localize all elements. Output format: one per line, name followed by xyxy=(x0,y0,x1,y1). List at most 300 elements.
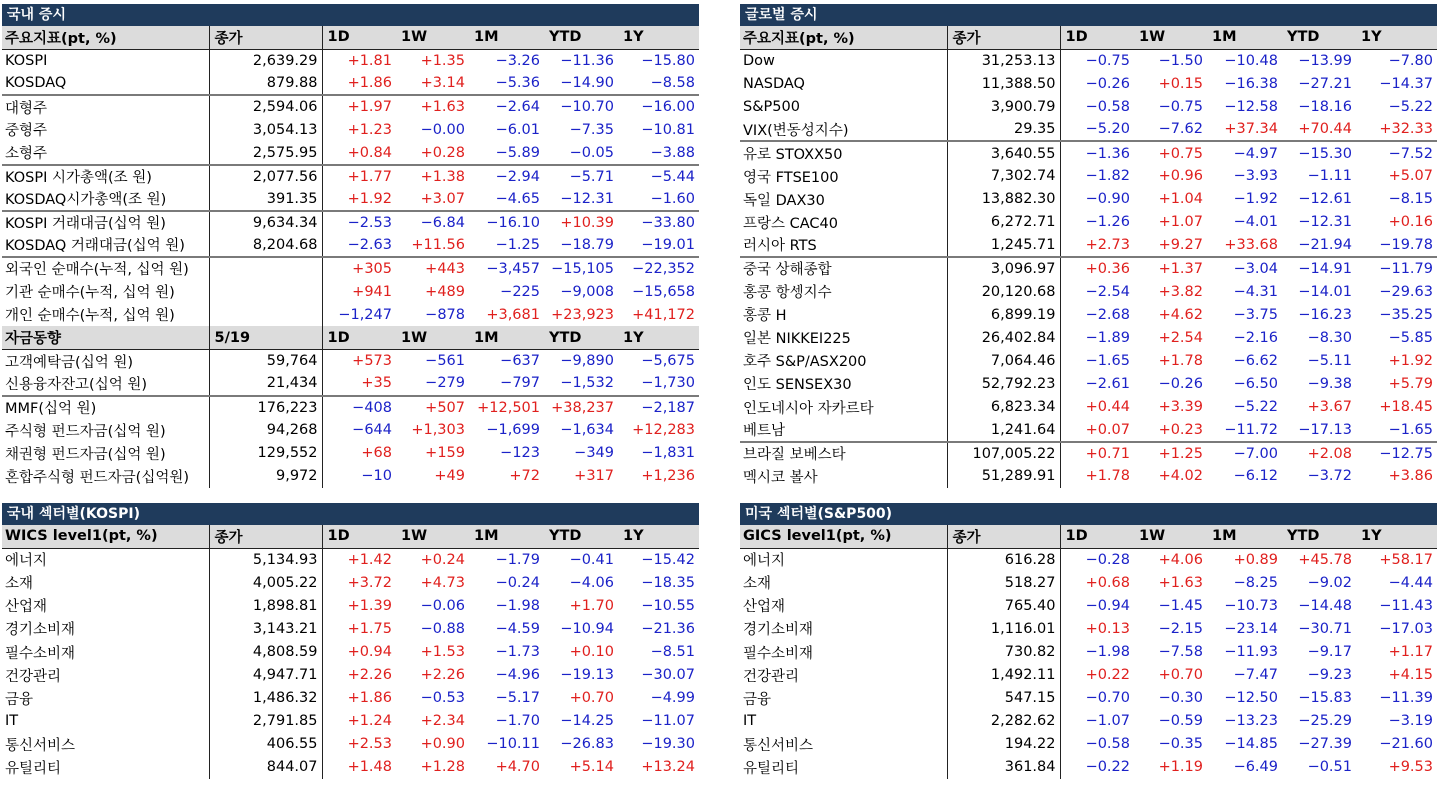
close-value: 31,253.13 xyxy=(947,49,1060,72)
row-label: 중국 상해종합 xyxy=(740,257,947,280)
change-value: +1,236 xyxy=(641,468,695,485)
change-value: −561 xyxy=(425,353,465,370)
row-label: 에너지 xyxy=(5,553,48,570)
change-value: −12.75 xyxy=(1356,442,1437,465)
row-label: 소재 xyxy=(743,576,772,593)
close-value: 9,634.34 xyxy=(209,211,322,234)
change-value: −1.79 xyxy=(495,551,540,568)
close-value: 94,268 xyxy=(209,419,322,442)
change-value: −3.88 xyxy=(650,144,695,161)
row-label: 홍콩 H xyxy=(743,308,787,325)
change-value: −637 xyxy=(500,353,540,370)
table-row xyxy=(2,617,699,640)
header-row xyxy=(2,326,699,349)
table-row xyxy=(2,664,699,687)
change-value: +0.13 xyxy=(1060,617,1134,640)
change-value: −13.23 xyxy=(1224,713,1278,730)
table-row xyxy=(2,141,699,164)
change-value: −14.91 xyxy=(1282,257,1356,280)
change-value: −14.90 xyxy=(560,75,614,92)
change-value: −21.36 xyxy=(641,620,695,637)
change-value: −22,352 xyxy=(618,257,699,280)
table-row xyxy=(740,72,1437,95)
column-header: 1M xyxy=(469,326,544,349)
change-value: +33.68 xyxy=(1224,236,1278,253)
row-label: 홍콩 항셍지수 xyxy=(743,285,832,302)
change-value: −10 xyxy=(322,465,396,488)
change-value: +1.92 xyxy=(1388,352,1433,369)
row-label: 신용융자잔고(십억 원) xyxy=(5,376,147,393)
change-value: +0.22 xyxy=(1060,664,1134,687)
change-value: −18.79 xyxy=(560,236,614,253)
close-value: 3,054.13 xyxy=(209,118,322,141)
change-value: +3.86 xyxy=(1388,468,1433,485)
row-label: 통신서비스 xyxy=(743,737,814,754)
change-value: −7.00 xyxy=(1207,442,1282,465)
row-label: 영국 FTSE100 xyxy=(743,169,839,186)
change-value: +13.24 xyxy=(641,759,695,776)
table-row xyxy=(2,571,699,594)
change-value: +3.14 xyxy=(420,75,465,92)
change-value: +0.23 xyxy=(1158,421,1203,438)
change-value: +49 xyxy=(434,468,465,485)
table-row xyxy=(740,280,1437,303)
change-value: +72 xyxy=(509,468,540,485)
change-value: −26.83 xyxy=(560,736,614,753)
table-row xyxy=(2,756,699,779)
row-label: 경기소비재 xyxy=(5,622,76,639)
row-label: IT xyxy=(743,713,757,730)
change-value: −1.73 xyxy=(495,644,540,661)
change-value: −9.23 xyxy=(1307,667,1352,684)
change-value: −11.79 xyxy=(1356,257,1437,280)
change-value: −9.17 xyxy=(1307,644,1352,661)
table-row xyxy=(2,49,699,72)
header-row xyxy=(740,26,1437,49)
table-row xyxy=(2,165,699,188)
table-row xyxy=(740,571,1437,594)
table-row xyxy=(740,687,1437,710)
table-row xyxy=(740,756,1437,779)
change-value: −2.16 xyxy=(1233,329,1278,346)
change-value: −0.26 xyxy=(1060,72,1134,95)
row-label: 소재 xyxy=(5,576,34,593)
change-value: −11.36 xyxy=(560,52,614,69)
change-value: −0.75 xyxy=(1158,98,1203,115)
close-value: 1,492.11 xyxy=(947,664,1060,687)
change-value: −9.38 xyxy=(1307,375,1352,392)
close-value: 1,486.32 xyxy=(209,687,322,710)
change-value: +4.73 xyxy=(420,574,465,591)
change-value: −11.07 xyxy=(641,713,695,730)
close-value: 406.55 xyxy=(209,733,322,756)
column-header: 5/19 xyxy=(209,326,322,349)
table-row xyxy=(2,72,699,95)
change-value: −0.90 xyxy=(1060,188,1134,211)
header-row xyxy=(2,525,699,548)
table-row xyxy=(2,594,699,617)
change-value: −1.98 xyxy=(1060,640,1134,663)
row-label: 멕시코 볼사 xyxy=(743,469,818,486)
change-value: −15.80 xyxy=(641,52,695,69)
table-row xyxy=(2,211,699,234)
column-header: 1D xyxy=(1060,525,1134,548)
table-row xyxy=(740,594,1437,617)
change-value: +941 xyxy=(322,280,396,303)
table-row xyxy=(2,303,699,326)
close-value: 2,575.95 xyxy=(209,141,322,164)
change-value: −4.97 xyxy=(1207,141,1282,164)
change-value: −4.96 xyxy=(495,667,540,684)
row-label: 금융 xyxy=(743,691,772,708)
column-header: 종가 xyxy=(209,26,322,49)
change-value: +2.26 xyxy=(322,664,396,687)
change-value: −1.98 xyxy=(495,597,540,614)
change-value: −10.55 xyxy=(641,597,695,614)
change-value: +1.92 xyxy=(322,188,396,211)
change-value: −1.25 xyxy=(495,236,540,253)
change-value: −2.53 xyxy=(322,211,396,234)
change-value: −0.28 xyxy=(1060,548,1134,571)
change-value: +1.24 xyxy=(322,710,396,733)
change-value: −0.75 xyxy=(1060,49,1134,72)
change-value: +1.23 xyxy=(322,118,396,141)
change-value: +317 xyxy=(574,468,614,485)
change-value: +0.71 xyxy=(1060,442,1134,465)
change-value: −1,699 xyxy=(486,422,540,439)
table-row xyxy=(740,664,1437,687)
row-label: 유틸리티 xyxy=(5,760,62,777)
close-value: 879.88 xyxy=(209,72,322,95)
change-value: +4.70 xyxy=(495,759,540,776)
column-header: 1Y xyxy=(1356,26,1437,49)
change-value: +0.94 xyxy=(322,640,396,663)
change-value: +38,237 xyxy=(544,396,618,419)
table-row xyxy=(2,349,699,372)
row-label: 금융 xyxy=(5,691,34,708)
table-row xyxy=(2,640,699,663)
row-label: 일본 NIKKEI225 xyxy=(743,331,851,348)
close-value: 2,594.06 xyxy=(209,95,322,118)
panel-title: 국내 증시 xyxy=(2,4,699,26)
change-value: −2.94 xyxy=(469,165,544,188)
close-value: 1,245.71 xyxy=(947,234,1060,257)
panel-global-market xyxy=(740,4,1437,488)
row-label: KOSDAQ시가총액(조 원) xyxy=(5,192,167,209)
row-label: 필수소비재 xyxy=(5,645,76,662)
close-value: 1,241.64 xyxy=(947,419,1060,442)
change-value: +37.34 xyxy=(1224,121,1278,138)
header-row xyxy=(2,26,699,49)
close-value: 3,143.21 xyxy=(209,617,322,640)
change-value: −4.44 xyxy=(1388,574,1433,591)
change-value: +1.86 xyxy=(322,687,396,710)
row-label: KOSPI 거래대금(십억 원) xyxy=(2,211,209,234)
close-value: 730.82 xyxy=(947,640,1060,663)
change-value: −9,890 xyxy=(560,353,614,370)
change-value: −10.81 xyxy=(641,121,695,138)
change-value: +12,283 xyxy=(632,422,695,439)
change-value: −5.44 xyxy=(618,165,699,188)
change-value: −10.94 xyxy=(560,620,614,637)
change-value: −12.31 xyxy=(560,190,614,207)
table-row xyxy=(740,188,1437,211)
column-header: 1Y xyxy=(618,326,699,349)
change-value: −279 xyxy=(425,375,465,392)
change-value: −8.58 xyxy=(650,75,695,92)
change-value: −1.60 xyxy=(650,190,695,207)
row-label: 유틸리티 xyxy=(743,760,800,777)
column-header: 1Y xyxy=(618,26,699,49)
change-value: +32.33 xyxy=(1379,121,1433,138)
change-value: +1.19 xyxy=(1158,759,1203,776)
column-header: 종가 xyxy=(947,525,1060,548)
table-row xyxy=(740,396,1437,419)
close-value: 176,223 xyxy=(209,396,322,419)
change-value: +0.07 xyxy=(1060,419,1134,442)
change-value: −5.20 xyxy=(1060,118,1134,141)
table-row xyxy=(2,95,699,118)
change-value: −8.15 xyxy=(1388,191,1433,208)
change-value: +0.90 xyxy=(420,736,465,753)
change-value: +1.39 xyxy=(322,594,396,617)
change-value: +0.16 xyxy=(1388,214,1433,231)
change-value: −21.60 xyxy=(1379,736,1433,753)
change-value: +1.78 xyxy=(1060,465,1134,488)
change-value: +0.70 xyxy=(1158,667,1203,684)
row-label: KOSDAQ xyxy=(5,75,67,92)
close-value: 2,639.29 xyxy=(209,49,322,72)
change-value: −5.11 xyxy=(1307,352,1352,369)
change-value: +1.63 xyxy=(1158,574,1203,591)
change-value: +23,923 xyxy=(551,306,614,323)
column-header: 1Y xyxy=(1356,525,1437,548)
change-value: −4.31 xyxy=(1233,283,1278,300)
change-value: −33.80 xyxy=(618,211,699,234)
change-value: +0.36 xyxy=(1060,257,1134,280)
change-value: +1.42 xyxy=(322,548,396,571)
change-value: −1,532 xyxy=(560,375,614,392)
row-label: 프랑스 CAC40 xyxy=(743,215,838,232)
row-label: 고객예탁금(십억 원) xyxy=(5,354,133,371)
table-row xyxy=(2,234,699,257)
change-value: +3.82 xyxy=(1158,283,1203,300)
table-row xyxy=(740,419,1437,442)
table-row xyxy=(2,118,699,141)
change-value: −14.37 xyxy=(1379,75,1433,92)
change-value: +3,681 xyxy=(486,306,540,323)
change-value: −0.05 xyxy=(569,144,614,161)
close-value: 3,900.79 xyxy=(947,95,1060,118)
change-value: +2.08 xyxy=(1282,442,1356,465)
change-value: −0.94 xyxy=(1060,594,1134,617)
change-value: −15.30 xyxy=(1282,141,1356,164)
change-value: −1.36 xyxy=(1060,141,1134,164)
change-value: −0.51 xyxy=(1307,759,1352,776)
close-value: 6,823.34 xyxy=(947,396,1060,419)
change-value: −0.00 xyxy=(420,121,465,138)
column-header: YTD xyxy=(1282,26,1356,49)
change-value: −7.80 xyxy=(1388,52,1433,69)
table-row xyxy=(2,548,699,571)
panel-title: 미국 섹터별(S&P500) xyxy=(740,503,1437,525)
change-value: −5.22 xyxy=(1233,399,1278,416)
close-value: 107,005.22 xyxy=(947,442,1060,465)
change-value: −5.22 xyxy=(1388,98,1433,115)
change-value: +3.72 xyxy=(322,571,396,594)
change-value: +5.14 xyxy=(569,759,614,776)
change-value: +2.26 xyxy=(420,667,465,684)
change-value: −2.63 xyxy=(322,234,396,257)
change-value: −4.99 xyxy=(650,690,695,707)
change-value: −15.83 xyxy=(1298,690,1352,707)
row-label: 건강관리 xyxy=(5,668,62,685)
table-row xyxy=(2,257,699,280)
table-row xyxy=(740,257,1437,280)
change-value: −2.64 xyxy=(469,95,544,118)
change-value: −15,105 xyxy=(544,257,618,280)
change-value: −3.19 xyxy=(1388,713,1433,730)
change-value: −0.58 xyxy=(1060,95,1134,118)
change-value: −15,658 xyxy=(632,283,695,300)
change-value: −1,831 xyxy=(641,445,695,462)
change-value: −0.22 xyxy=(1060,756,1134,779)
change-value: −644 xyxy=(322,419,396,442)
close-value: 51,289.91 xyxy=(947,465,1060,488)
change-value: +573 xyxy=(322,349,396,372)
change-value: −797 xyxy=(500,375,540,392)
header-label: 주요지표(pt, %) xyxy=(2,26,209,49)
change-value: −30.07 xyxy=(641,667,695,684)
table-row xyxy=(2,419,699,442)
close-value: 547.15 xyxy=(947,687,1060,710)
close-value: 5,134.93 xyxy=(209,548,322,571)
change-value: −1.65 xyxy=(1388,421,1433,438)
data-table xyxy=(740,525,1437,779)
row-label: 주식형 펀드자금(십억 원) xyxy=(5,423,166,440)
column-header: 1M xyxy=(469,525,544,548)
row-label: 개인 순매수(누적, 십억 원) xyxy=(5,308,175,325)
table-row xyxy=(2,396,699,419)
change-value: −0.53 xyxy=(420,690,465,707)
close-value: 6,899.19 xyxy=(947,303,1060,326)
change-value: +4.02 xyxy=(1158,468,1203,485)
change-value: −2.54 xyxy=(1060,280,1134,303)
change-value: −3.93 xyxy=(1233,168,1278,185)
close-value: 29.35 xyxy=(947,118,1060,141)
close-value: 2,791.85 xyxy=(209,710,322,733)
close-value: 4,947.71 xyxy=(209,664,322,687)
change-value: +1.78 xyxy=(1158,352,1203,369)
close-value: 7,064.46 xyxy=(947,349,1060,372)
close-value: 4,808.59 xyxy=(209,640,322,663)
change-value: −17.13 xyxy=(1298,421,1352,438)
change-value: +5.07 xyxy=(1388,168,1433,185)
change-value: +70.44 xyxy=(1298,121,1352,138)
close-value: 13,882.30 xyxy=(947,188,1060,211)
change-value: −2.68 xyxy=(1060,303,1134,326)
table-row xyxy=(2,442,699,465)
row-label: 경기소비재 xyxy=(743,622,814,639)
change-value: −27.39 xyxy=(1298,736,1352,753)
change-value: +1,303 xyxy=(411,422,465,439)
change-value: +68 xyxy=(322,442,396,465)
change-value: −6.01 xyxy=(495,121,540,138)
change-value: −6.62 xyxy=(1233,352,1278,369)
row-label: 유로 STOXX50 xyxy=(740,141,947,164)
change-value: +1.07 xyxy=(1158,214,1203,231)
change-value: −27.21 xyxy=(1298,75,1352,92)
change-value: +1.86 xyxy=(322,72,396,95)
close-value xyxy=(209,280,322,303)
row-label: 중형주 xyxy=(5,123,48,140)
change-value: −8.51 xyxy=(650,644,695,661)
row-label: 브라질 보베스타 xyxy=(740,442,947,465)
row-label: 인도 SENSEX30 xyxy=(743,377,852,394)
change-value: −8.30 xyxy=(1307,329,1352,346)
change-value: −2.15 xyxy=(1158,620,1203,637)
change-value: −0.70 xyxy=(1060,687,1134,710)
change-value: −1.89 xyxy=(1060,326,1134,349)
row-label: 베트남 xyxy=(743,423,786,440)
table-row xyxy=(740,141,1437,164)
change-value: +1.17 xyxy=(1388,644,1433,661)
change-value: −7.35 xyxy=(569,121,614,138)
change-value: +1.75 xyxy=(322,617,396,640)
column-header: YTD xyxy=(544,525,618,548)
column-header: 1D xyxy=(322,525,396,548)
table-row xyxy=(2,465,699,488)
change-value: −0.26 xyxy=(1158,375,1203,392)
data-table xyxy=(740,26,1437,488)
row-label: 대형주 xyxy=(2,95,209,118)
column-header: 1D xyxy=(1060,26,1134,49)
change-value: −14.85 xyxy=(1224,736,1278,753)
change-value: −13.99 xyxy=(1298,52,1352,69)
change-value: +1.04 xyxy=(1158,191,1203,208)
table-row xyxy=(740,710,1437,733)
change-value: +9.27 xyxy=(1158,236,1203,253)
change-value: −3,457 xyxy=(469,257,544,280)
change-value: +1.81 xyxy=(322,49,396,72)
change-value: −225 xyxy=(500,283,540,300)
data-table xyxy=(2,525,699,779)
table-row xyxy=(2,710,699,733)
column-header: 1D xyxy=(322,326,396,349)
change-value: −0.88 xyxy=(420,620,465,637)
change-value: −4.59 xyxy=(495,620,540,637)
change-value: −3.04 xyxy=(1207,257,1282,280)
change-value: +35 xyxy=(322,372,396,395)
change-value: −5.85 xyxy=(1388,329,1433,346)
change-value: +10.39 xyxy=(544,211,618,234)
change-value: +11.56 xyxy=(411,236,465,253)
change-value: −4.06 xyxy=(569,574,614,591)
data-table xyxy=(2,26,699,488)
panel-us-sector xyxy=(740,503,1437,779)
change-value: −5.89 xyxy=(495,144,540,161)
table-row xyxy=(2,280,699,303)
close-value: 1,898.81 xyxy=(209,594,322,617)
close-value: 391.35 xyxy=(209,188,322,211)
change-value: −17.03 xyxy=(1379,620,1433,637)
panel-title: 국내 섹터별(KOSPI) xyxy=(2,503,699,525)
close-value: 20,120.68 xyxy=(947,280,1060,303)
close-value: 2,282.62 xyxy=(947,710,1060,733)
change-value: −3.72 xyxy=(1307,468,1352,485)
header-label: GICS level1(pt, %) xyxy=(740,525,947,548)
row-label: 독일 DAX30 xyxy=(743,192,825,209)
